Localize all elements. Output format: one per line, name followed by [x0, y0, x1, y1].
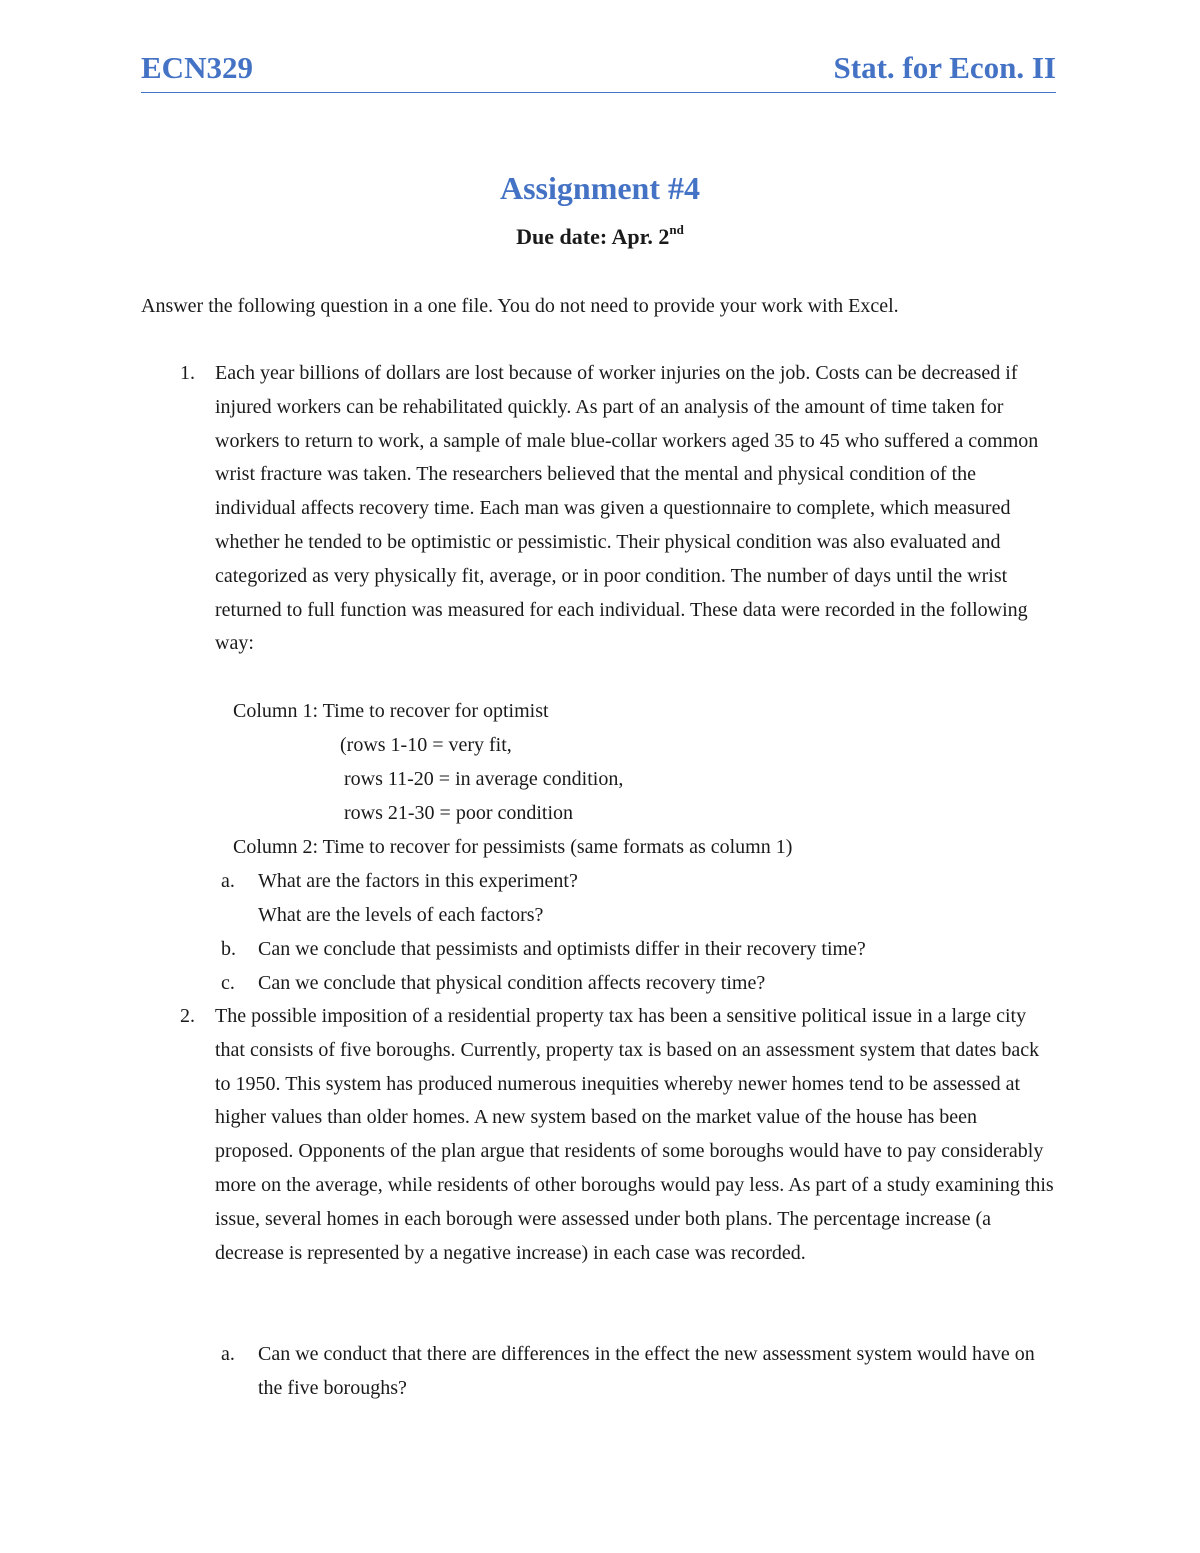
column-1-description: Column 1: Time to recover for optimist	[233, 700, 549, 722]
rows-average: rows 11-20 = in average condition,	[344, 768, 624, 790]
q1-c-text: Can we conclude that physical condition affects recovery time?	[258, 972, 766, 994]
course-name: Stat. for Econ. II	[833, 50, 1056, 85]
q1-b-label: b.	[221, 938, 236, 960]
due-date	[0, 222, 1200, 250]
q1-c-label: c.	[221, 972, 235, 994]
q1-a-text-2: What are the levels of each factors?	[258, 904, 544, 926]
due-date-text: Due date: Apr. 2	[516, 224, 670, 249]
question-2-paragraph: The possible imposition of a residential property tax has been a sensitive political issue in a large city that consists of five boroughs. Currently, property tax is based on an assessment system that dates back to 1950. This system has produced numerous inequities whereby newer homes tend to be assessed at higher values than older homes. A new system based on the market value of the house has been proposed. Opponents of the plan argue that residents of some boroughs would have to pay considerably more on the average, while residents of other boroughs would pay less. As part of a study examining this issue, several homes in each borough were assessed under both plans. The percentage increase (a decrease is represented by a negative increase) in each case was recorded.	[215, 1005, 1054, 1264]
course-code: ECN329	[141, 50, 253, 85]
rows-very-fit: (rows 1-10 = very fit,	[340, 734, 512, 756]
q2-a-label: a.	[221, 1343, 235, 1365]
question-2-number: 2.	[180, 1005, 195, 1027]
q1-a-text-1: What are the factors in this experiment?	[258, 870, 578, 892]
question-1-number: 1.	[180, 362, 195, 384]
page-header	[141, 50, 1056, 93]
assignment-title: Assignment #4	[499, 170, 700, 206]
q1-b-text: Can we conclude that pessimists and optimists differ in their recovery time?	[258, 938, 866, 960]
column-2-description: Column 2: Time to recover for pessimists (same formats as column 1)	[233, 836, 793, 858]
rows-poor: rows 21-30 = poor condition	[344, 802, 574, 824]
instructions: Answer the following question in a one file. You do not need to provide your work with Excel.	[141, 295, 899, 317]
q2-a-text: Can we conduct that there are differences in the effect the new assessment system would have on the five boroughs?	[258, 1343, 1035, 1399]
question-1-paragraph: Each year billions of dollars are lost because of worker injuries on the job. Costs can be decreased if injured workers can be rehabilitated quickly. As part of an analysis of the amount of time taken for workers to return to work, a sample of male blue-collar workers aged 35 to 45 who suffered a common wrist fracture was taken. The researchers believed that the mental and physical condition of the individual affects recovery time. Each man was given a questionnaire to complete, which measured whether he tended to be optimistic or pessimistic. Their physical condition was also evaluated and categorized as very physically fit, average, or in poor condition. The number of days until the wrist returned to full function was measured for each individual. These data were recorded in the following way:	[215, 362, 1039, 655]
q1-a-label: a.	[221, 870, 235, 892]
due-date-suffix: nd	[669, 222, 684, 237]
